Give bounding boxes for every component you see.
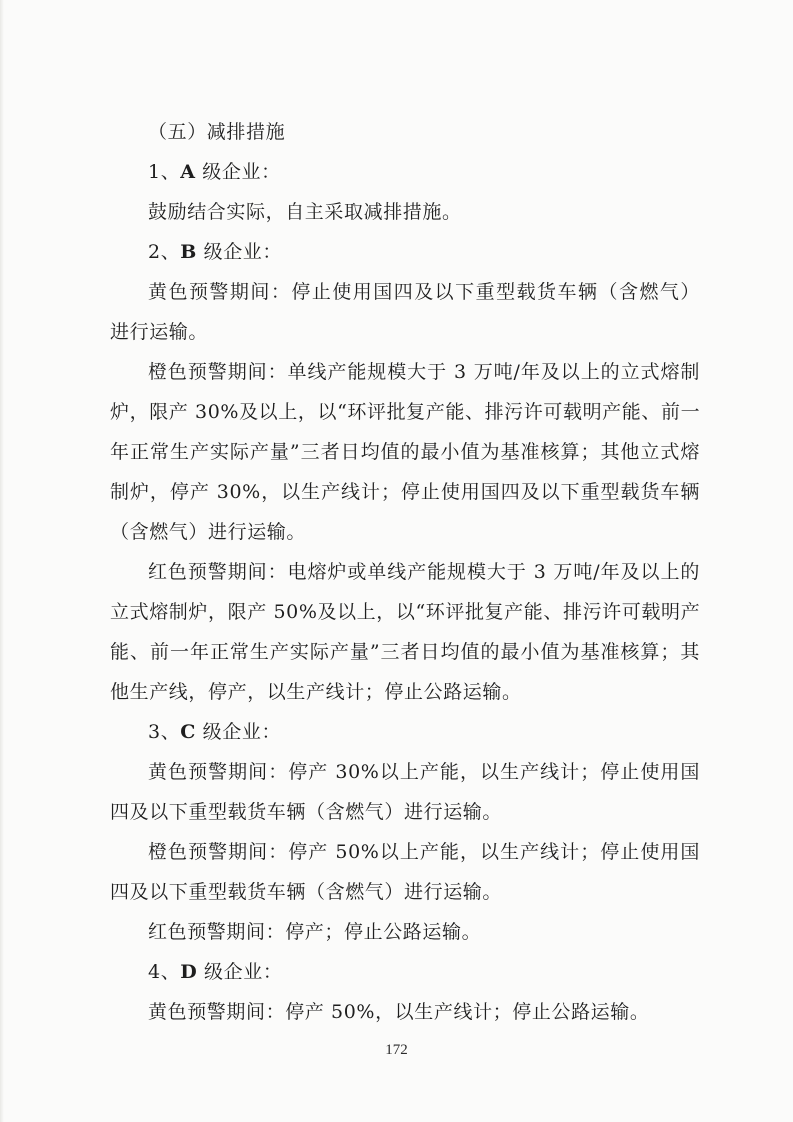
- level-c-line-5: 红色预警期间：停产；停止公路运输。: [148, 921, 482, 943]
- level-b-line-5: 年正常生产实际产量”三者日均值的最小值为基准核算；其他立式熔: [110, 441, 700, 463]
- page-number: 172: [385, 1042, 408, 1058]
- level-c-line-4: 四及以下重型载货车辆（含燃气）进行运输。: [110, 881, 503, 903]
- level-d-letter: D: [180, 961, 198, 983]
- level-c-line-2: 四及以下重型载货车辆（含燃气）进行运输。: [110, 801, 503, 823]
- level-b-line-4: 炉，限产 30%及以上，以“环评批复产能、排污许可载明产能、前一: [110, 401, 701, 423]
- level-a-number: 1、: [148, 161, 181, 183]
- level-b-line-6: 制炉，停产 30%，以生产线计；停止使用国四及以下重型载货车辆: [110, 481, 700, 503]
- level-b-heading: [110, 232, 700, 272]
- level-b-line-11: 他生产线，停产，以生产线计；停止公路运输。: [110, 681, 522, 703]
- level-b-line-8: 红色预警期间：电熔炉或单线产能规模大于 3 万吨/年及以上的: [148, 561, 700, 583]
- level-c-heading: [110, 712, 700, 752]
- page-content: [110, 112, 700, 1032]
- level-d-text: 级企业：: [204, 961, 283, 983]
- section-title: （五）减排措施: [148, 121, 286, 143]
- level-b-line-7: （含燃气）进行运输。: [110, 521, 307, 543]
- level-c-line-3: 橙色预警期间：停产 50%以上产能，以生产线计；停止使用国: [148, 841, 700, 863]
- level-b-letter: B: [180, 241, 197, 263]
- level-b-line-3: 橙色预警期间：单线产能规模大于 3 万吨/年及以上的立式熔制: [148, 361, 700, 383]
- level-b-text: 级企业：: [203, 241, 283, 263]
- level-d-number: 4、: [148, 961, 181, 983]
- level-a-text: 级企业：: [202, 161, 281, 183]
- level-c-letter: C: [180, 721, 197, 743]
- level-b-line-2: 进行运输。: [110, 321, 209, 343]
- level-b-number: 2、: [148, 241, 181, 263]
- scan-edge-shadow: [0, 0, 4, 1122]
- level-b-line-10: 能、前一年正常生产实际产量”三者日均值的最小值为基准核算；其: [110, 641, 700, 663]
- level-d-heading: [110, 952, 700, 992]
- level-d-line-1: 黄色预警期间：停产 50%，以生产线计；停止公路运输。: [148, 1001, 650, 1023]
- level-c-number: 3、: [148, 721, 181, 743]
- level-c-line-1: 黄色预警期间：停产 30%以上产能，以生产线计；停止使用国: [148, 761, 700, 783]
- level-b-line-1: 黄色预警期间：停止使用国四及以下重型载货车辆（含燃气）: [148, 281, 700, 303]
- level-a-letter: A: [180, 161, 196, 183]
- level-b-line-9: 立式熔制炉，限产 50%及以上，以“环评批复产能、排污许可载明产: [110, 601, 701, 623]
- level-c-text: 级企业：: [202, 721, 282, 743]
- level-a-line-1: 鼓励结合实际，自主采取减排措施。: [148, 201, 462, 223]
- level-a-heading: [110, 152, 700, 192]
